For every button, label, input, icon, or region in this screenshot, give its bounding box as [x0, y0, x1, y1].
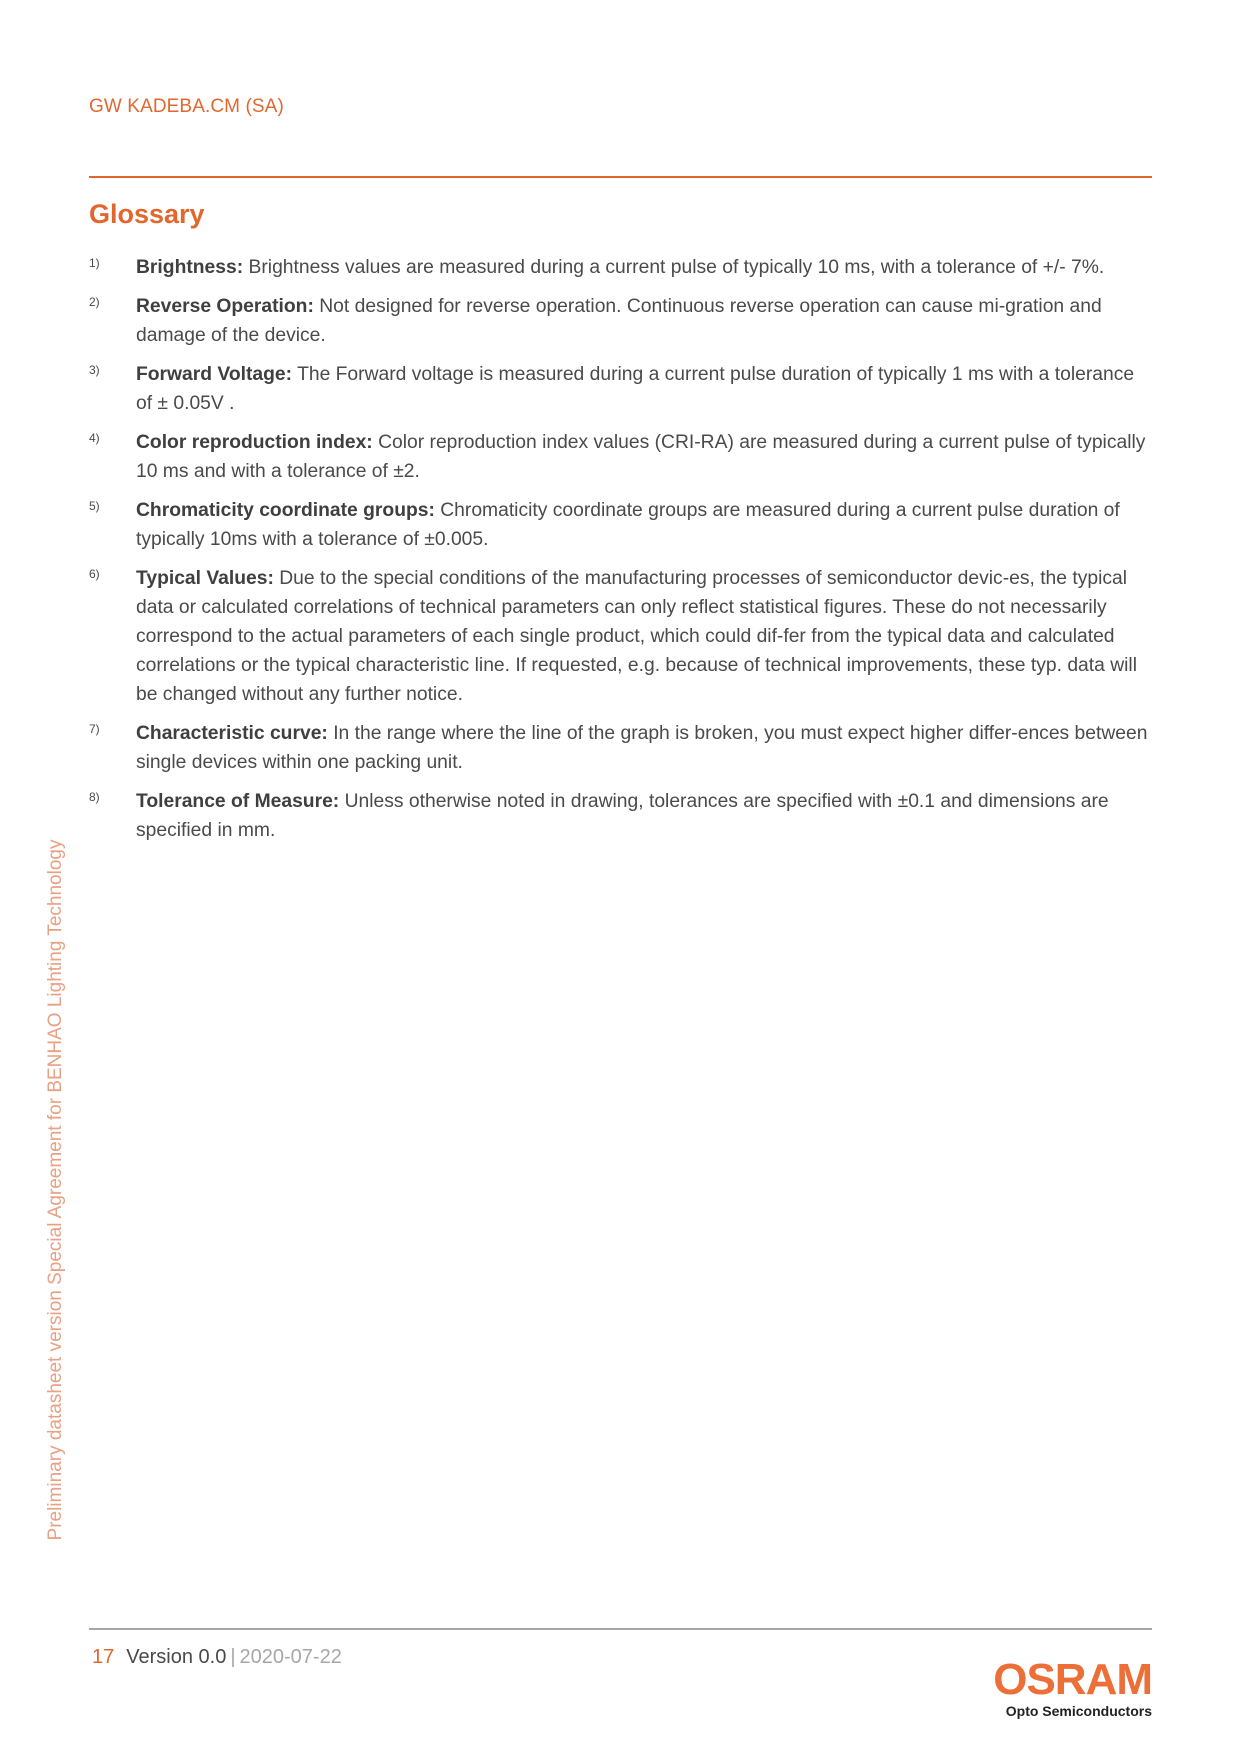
glossary-definition: In the range where the line of the graph is broken, you must expect higher differ-ences between single devices within one packing unit. [136, 723, 1148, 773]
page-footer [92, 1646, 342, 1669]
release-date: 2020-07-22 [239, 1646, 342, 1668]
glossary-definition: Color reproduction index values (CRI-RA) are measured during a current pulse of typically 10 ms and with a tolerance of ±2. [136, 432, 1146, 482]
footnote-number: 8) [89, 790, 100, 804]
footnote-number: 4) [89, 431, 100, 445]
header-divider [89, 176, 1152, 178]
glossary-definition: The Forward voltage is measured during a current pulse duration of typically 1 ms with a tolerance of ± 0.05V . [136, 364, 1135, 414]
glossary-term: Characteristic curve: [136, 723, 328, 744]
glossary-definition: Chromaticity coordinate groups are measured during a current pulse duration of typically 10ms with a tolerance of ±0.005. [136, 500, 1120, 550]
glossary-item-brightness [89, 253, 1155, 282]
osram-logo [993, 1655, 1152, 1720]
document-header: GW KADEBA.CM (SA) [89, 96, 284, 117]
glossary-term: Typical Values: [136, 568, 274, 589]
logo-subtitle: Opto Semiconductors [1005, 1703, 1152, 1719]
glossary-term: Color reproduction index: [136, 432, 373, 453]
glossary-item-characteristic-curve [89, 719, 1155, 777]
glossary-item-typical-values [89, 564, 1155, 709]
glossary-item-color-reproduction-index [89, 428, 1155, 486]
footnote-number: 2) [89, 295, 100, 309]
footnote-number: 6) [89, 567, 100, 581]
glossary-item-forward-voltage [89, 360, 1155, 418]
glossary-item-chromaticity-coordinate-groups [89, 496, 1155, 554]
glossary-term: Forward Voltage: [136, 364, 293, 385]
glossary-definition: Not designed for reverse operation. Continuous reverse operation can cause mi-gration and damage of the device. [136, 296, 1102, 346]
glossary-term: Tolerance of Measure: [136, 791, 340, 812]
footer-separator: | [230, 1646, 236, 1668]
glossary-item-reverse-operation [89, 292, 1155, 350]
footnote-number: 1) [89, 256, 100, 270]
page-title: Glossary [89, 199, 205, 229]
footnote-number: 7) [89, 722, 100, 736]
page-number: 17 [92, 1646, 115, 1668]
glossary-definition: Unless otherwise noted in drawing, tolerances are specified with ±0.1 and dimensions are specified in mm. [136, 791, 1109, 841]
version-label: Version 0.0 [126, 1646, 227, 1668]
footer-divider [89, 1628, 1152, 1630]
glossary-list [89, 253, 1155, 855]
glossary-term: Reverse Operation: [136, 296, 314, 317]
logo-brand: OSRAM [993, 1655, 1152, 1704]
footnote-number: 3) [89, 363, 100, 377]
glossary-definition: Brightness values are measured during a current pulse of typically 10 ms, with a tolerance of +/- 7%. [243, 257, 1105, 278]
glossary-item-tolerance-of-measure [89, 787, 1155, 845]
glossary-term: Chromaticity coordinate groups: [136, 500, 435, 521]
footnote-number: 5) [89, 499, 100, 513]
glossary-term: Brightness: [136, 257, 244, 278]
side-watermark-note: Preliminary datasheet version Special Agreement for BENHAO Lighting Technology [45, 839, 66, 1541]
glossary-definition: Due to the special conditions of the manufacturing processes of semiconductor devic-es, the typical data or calculated correlations of technical parameters can only reflect statistical figures. These do not necessarily correspond to the actual parameters of each single product, which could dif-fer from the typical data and calculated correlations or the typical characteristic line. If requested, e.g. because of technical improvements, these typ. data will be changed without any further notice. [136, 568, 1137, 705]
